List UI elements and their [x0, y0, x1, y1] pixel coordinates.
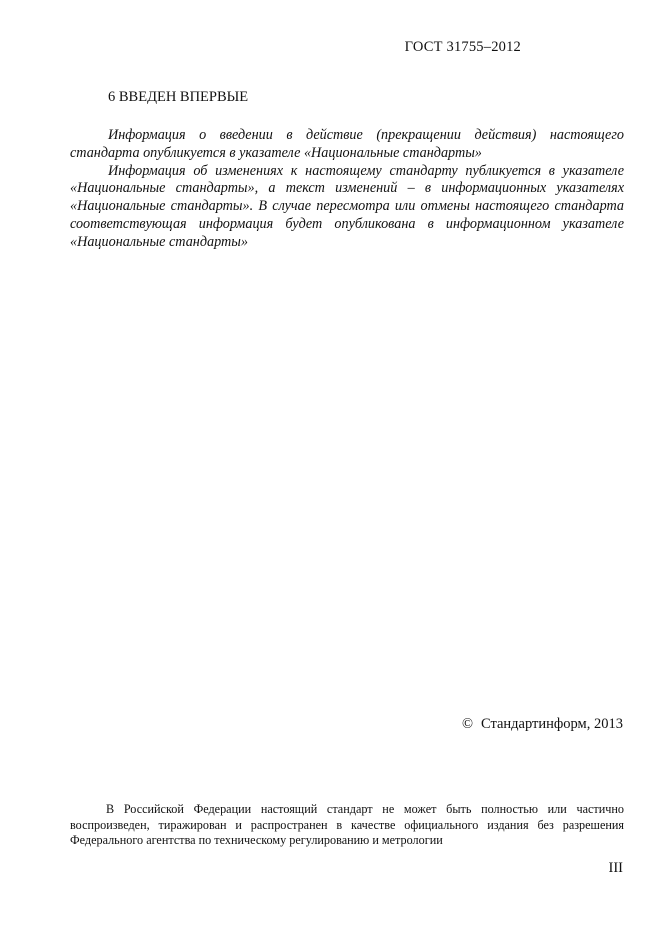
- info-paragraph-changes: Информация об изменениях к настоящему стандарту публикуется в указателе «Национальные стандарты», а текст изменений – в информационных указателях «Национальные стандарты». В случае пересмотра или отмены настоящего стандарта соответствующая информация будет опубликована в информационном указателе «Национальные стандарты»: [70, 162, 624, 250]
- info-paragraph-introduction: Информация о введении в действие (прекращении действия) настоящего стандарта опубликуется в указателе «Национальные стандарты»: [70, 127, 624, 161]
- document-code: ГОСТ 31755–2012: [404, 39, 521, 55]
- copyright-symbol: ©: [461, 716, 473, 732]
- publication-info: [70, 127, 624, 252]
- section-heading: 6 ВВЕДЕН ВПЕРВЫЕ: [108, 89, 249, 105]
- copyright-text: Стандартинформ, 2013: [480, 716, 623, 732]
- copyright-line: [462, 716, 623, 733]
- page-number: III: [608, 860, 623, 876]
- reproduction-notice: [70, 802, 624, 849]
- reproduction-notice-text: В Российской Федерации настоящий стандарт не может быть полностью или частично воспроизведен, тиражирован и распространен в качестве официального издания без разрешения Федерального агентства по техническому регулированию и метрологии: [70, 802, 624, 848]
